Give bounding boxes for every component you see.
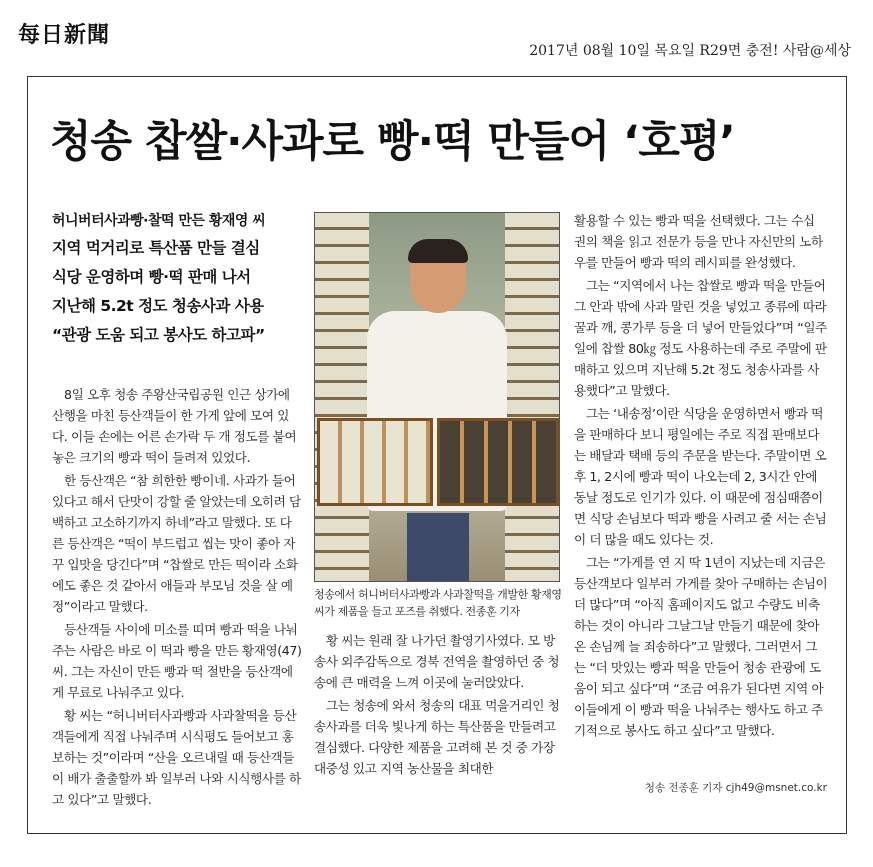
- body-column-right: [574, 210, 828, 743]
- subhead-4: 지난해 5.2t 정도 청송사과 사용: [52, 297, 264, 315]
- paragraph: 그는 “지역에서 나는 찹쌀로 빵과 떡을 만들어 그 안과 밖에 사과 말린 것을 넣었고 종류에 따라 꿀과 깨, 콩가루 등을 더 넣어 만들었다”며 “일주일에 찹쌀 80㎏ 정도 사용하는데 주로 주말에 판매하고 있으며 지난해 5.2t 정도 청송사과를 사용했다”고 말했다.: [574, 278, 827, 398]
- photo-caption: 청송에서 허니버터사과빵과 사과찰떡을 개발한 황재영 씨가 제품을 들고 포즈를 취했다. 전종훈 기자: [314, 588, 562, 618]
- paragraph: 활용할 수 있는 빵과 떡을 선택했다. 그는 수십 권의 책을 읽고 전문가 등을 만나 자신만의 노하우를 만들어 빵과 떡의 레시피를 완성했다.: [574, 213, 823, 270]
- photo-shelf-left: [315, 213, 369, 582]
- subhead-5: “관광 도움 되고 봉사도 하고파”: [52, 326, 265, 344]
- article-headline: 청송 찹쌀·사과로 빵·떡 만들어 ‘호평’: [50, 117, 735, 167]
- paragraph: 8일 오후 청송 주왕산국립공원 인근 상가에 산행을 마친 등산객들이 한 가게 앞에 모여 있다. 이들 손에는 어른 손가락 두 개 정도를 붙여놓은 크기의 빵과 떡이 들려져 있었다.: [52, 387, 297, 465]
- photo-person-pants: [407, 513, 469, 582]
- paragraph: 황 씨는 “허니버터사과빵과 사과찰떡을 등산객들에게 직접 나눠주며 시식평도 들어보고 홍보하는 것”이라며 “산을 오르내릴 때 등산객들이 배가 출출할까 봐 일부러 나와 시식행사를 하고 있다”고 말했다.: [52, 708, 301, 807]
- article-photo: [314, 212, 560, 582]
- paragraph: 황 씨는 원래 잘 나가던 촬영기사였다. 모 방송사 외주감독으로 경북 전역을 촬영하던 중 청송에 큰 매력을 느껴 이곳에 눌러앉았다.: [314, 633, 560, 690]
- paragraph: 등산객들 사이에 미소를 띠며 빵과 떡을 나눠주는 사람은 바로 이 떡과 빵을 만든 황재영(47) 씨. 그는 자신이 만든 빵과 떡 절반을 등산객에게 무료로 나눠주고 있다.: [52, 622, 302, 700]
- paragraph: 그는 ‘내송정’이란 식당을 운영하면서 빵과 떡을 판매하다 보니 평일에는 주로 직접 판매보다는 배달과 택배 등의 주문을 받는다. 주말이면 오후 1, 2시에 빵과 떡이 나오는데 2, 3시간 안에 동날 정도로 인기가 있다. 이 때문에 점심때쯤이면 식당 손님보다 떡과 빵을 사려고 줄 서는 손님이 더 많을 때도 있다는 것.: [574, 406, 827, 547]
- photo-tray-rice-cake: [437, 418, 559, 506]
- subhead-2: 지역 먹거리로 특산품 만들 결심: [52, 239, 260, 257]
- paragraph: 그는 “가게를 연 지 딱 1년이 지났는데 지금은 등산객보다 일부러 가게를 찾아 구매하는 손님이 더 많다”며 “아직 홈페이지도 없고 수량도 비축하는 것이 아니라 그날그날 만들기 때문에 찾아온 손님께 늘 죄송하다”고 말했다. 그러면서 그는 “더 맛있는 빵과 떡을 만들어 청송 관광에 도움이 되고 싶다”며 “조금 여유가 된다면 지역 아이들에게 이 빵과 떡을 나눠주는 행사도 하고 주기적으로 봉사도 하고 싶다”고 말했다.: [574, 555, 828, 738]
- body-column-middle: [314, 630, 560, 781]
- paragraph: 그는 청송에 와서 청송의 대표 먹을거리인 청송사과를 더욱 빛나게 하는 특산품을 만들려고 결심했다. 다양한 제품을 고려해 본 것 중 가장 대중성 있고 지역 농산물을 최대한: [314, 698, 560, 776]
- subhead-1: 허니버터사과빵·찰떡 만든 황재영 씨: [52, 213, 266, 229]
- reporter-byline: 청송 전종훈 기자 cjh49@msnet.co.kr: [644, 782, 827, 794]
- body-column-left: [52, 384, 302, 812]
- subhead-3: 식당 운영하며 빵·떡 판매 나서: [52, 268, 251, 286]
- photo-tray-bread: [317, 418, 433, 506]
- dateline: 2017년 08월 10일 목요일 R29면 충전! 사람@세상: [529, 43, 851, 59]
- subheadings: [52, 208, 300, 350]
- paragraph: 한 등산객은 “참 희한한 빵이네. 사과가 들어 있다고 해서 단맛이 강할 줄 알았는데 오히려 담백하고 고소하기까지 하네”라고 말했다. 또 다른 등산객은 “떡이 부드럽고 씹는 맛이 좋아 자꾸 입맛을 당긴다”며 “찹쌀로 만든 떡이라 소화에도 좋은 것 같아서 애들과 부모님 것을 살 예정”이라고 말했다.: [52, 473, 301, 614]
- newspaper-masthead: 每日新聞: [18, 22, 111, 48]
- photo-shelf-right: [505, 213, 559, 582]
- photo-person-hair: [408, 239, 468, 263]
